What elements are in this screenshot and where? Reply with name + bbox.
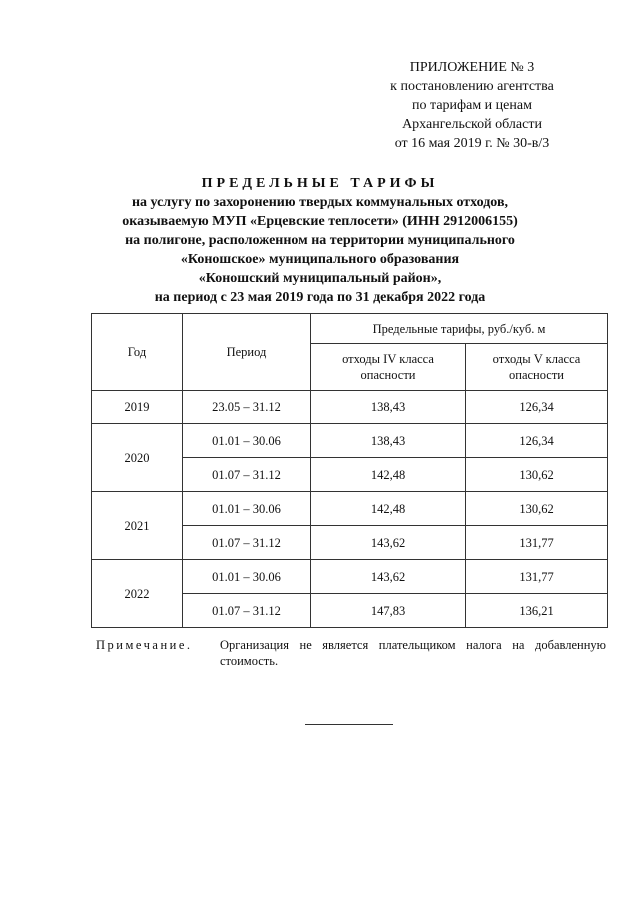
class5-value: 126,34 (466, 391, 608, 424)
appendix-ref-line: Архангельской области (402, 117, 542, 132)
year-cell: 2019 (92, 391, 183, 424)
period-cell: 01.01 – 30.06 (183, 560, 311, 594)
title-line: «Коношский муниципальный район», (198, 271, 442, 286)
class5-value: 130,62 (466, 492, 608, 526)
class4-value: 147,83 (311, 594, 466, 628)
class5-value: 131,77 (466, 526, 608, 560)
header-period: Период (183, 314, 311, 391)
year-cell: 2020 (92, 424, 183, 492)
appendix-ref-line: к постановлению агентства (390, 79, 554, 94)
period-cell: 01.01 – 30.06 (183, 424, 311, 458)
header-class4 (311, 344, 466, 391)
header-class5-line1: отходы V класса (492, 352, 581, 366)
title-line: на полигоне, расположенном на территории муниципального (125, 233, 515, 248)
class4-value: 138,43 (311, 424, 466, 458)
table-row (92, 391, 608, 424)
period-cell: 01.07 – 31.12 (183, 458, 311, 492)
period-cell: 01.07 – 31.12 (183, 594, 311, 628)
class4-value: 143,62 (311, 560, 466, 594)
class5-value: 130,62 (466, 458, 608, 492)
title-line: на услугу по захоронению твердых коммунальных отходов, (131, 195, 509, 210)
class5-value: 136,21 (466, 594, 608, 628)
year-cell: 2022 (92, 560, 183, 628)
document-title (80, 174, 560, 307)
table-row (92, 492, 608, 526)
class5-value: 126,34 (466, 424, 608, 458)
tariffs-table (91, 313, 608, 628)
class4-value: 142,48 (311, 492, 466, 526)
class5-value: 131,77 (466, 560, 608, 594)
title-line: оказываемую МУП «Ерцевские теплосети» (ИНН 2912006155) (122, 214, 518, 229)
header-class4-line1: отходы IV класса (342, 352, 434, 366)
header-class5-line2: опасности (509, 368, 564, 382)
note-text: Организация не является плательщиком налога на добавленную стоимость. (220, 638, 606, 668)
appendix-block (372, 58, 572, 153)
appendix-date: от 16 мая 2019 г. № 30-в/3 (394, 136, 550, 151)
header-tariffs: Предельные тарифы, руб./куб. м (311, 314, 608, 344)
period-cell: 01.01 – 30.06 (183, 492, 311, 526)
header-year: Год (92, 314, 183, 391)
title-line: на период с 23 мая 2019 года по 31 декабря 2022 года (154, 290, 486, 305)
period-cell: 01.07 – 31.12 (183, 526, 311, 560)
appendix-number: ПРИЛОЖЕНИЕ № 3 (409, 60, 535, 75)
class4-value: 143,62 (311, 526, 466, 560)
header-class5 (466, 344, 608, 391)
title-heading: ПРЕДЕЛЬНЫЕ ТАРИФЫ (201, 176, 439, 191)
note-label: Примечание. (96, 638, 193, 652)
year-cell: 2021 (92, 492, 183, 560)
table-row (92, 424, 608, 458)
header-class4-line2: опасности (360, 368, 416, 382)
table-row (92, 560, 608, 594)
class4-value: 142,48 (311, 458, 466, 492)
closing-rule (305, 724, 393, 725)
appendix-ref-line: по тарифам и ценам (412, 98, 532, 113)
class4-value: 138,43 (311, 391, 466, 424)
period-cell: 23.05 – 31.12 (183, 391, 311, 424)
title-line: «Коношское» муниципального образования (180, 252, 460, 267)
